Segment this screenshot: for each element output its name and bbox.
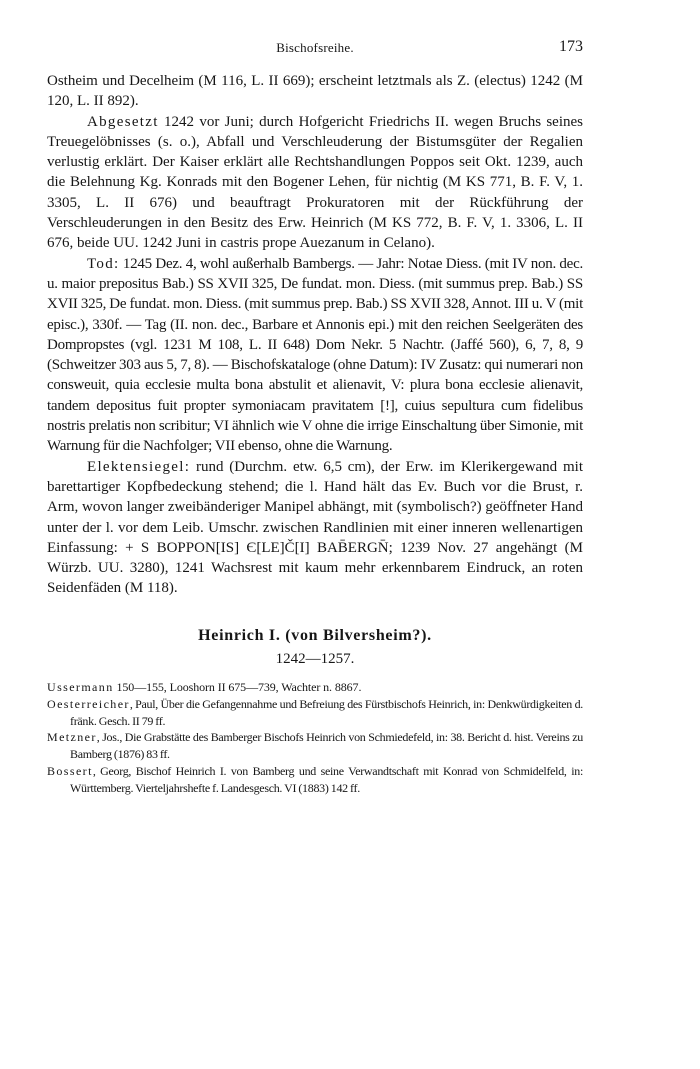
bibliography-text: , Georg, Bischof Heinrich I. von Bamberg und seine Verwandtschaft mit Konrad von Schmidelfeld, in: Württemberg. Vierteljahrshefte f. Landesgesch. VI (1883) 142 ff. xyxy=(70,764,583,796)
bibliography-author: Ussermann xyxy=(47,679,114,694)
paragraph-ostheim xyxy=(47,71,583,112)
bibliography-entry xyxy=(47,696,583,730)
paragraph-elektensiegel xyxy=(47,457,583,599)
paragraph-text: 1242 vor Juni; durch Hofgericht Friedrichs II. wegen Bruchs seines Treuegelöbnisses (s. o.), Abfall und Verschleuderung der Bistumsgüter der Regalien verlustig erklärt. Der Kaiser erklärt alle Rechtshandlungen Poppos seit Okt. 1239, auch die Belehnung Kg. Konrads mit den Bogener Lehen, für nichtig (M KS 771, B. F. V, 1. 3305, L. II 676) und beauftragt Prokuratoren mit der Rückführung der Verschleuderungen in den Besitz des Erw. Heinrich (M KS 772, B. F. V, 1. 3306, L. II 676, beide UU. 1242 Juni in castris prope Auezanum in Celano). xyxy=(47,113,583,252)
bibliography-entry xyxy=(47,679,583,696)
bibliography-entry xyxy=(47,729,583,763)
paragraph-lead: Abgesetzt xyxy=(87,113,159,130)
bibliography xyxy=(47,679,583,797)
paragraph-lead: Tod: xyxy=(87,255,120,272)
bibliography-text: 150—155, Looshorn II 675—739, Wachter n. 8867. xyxy=(113,679,362,694)
bibliography-author: Oesterreicher xyxy=(47,696,130,711)
section-years: 1242—1257. xyxy=(275,650,355,667)
bibliography-author: Bossert xyxy=(47,764,93,779)
page-body xyxy=(47,71,583,797)
bibliography-entry xyxy=(47,763,583,797)
paragraph-abgesetzt xyxy=(47,112,583,254)
page-header xyxy=(47,40,583,60)
bibliography-text: , Paul, Über die Gefangennahme und Befreiung des Fürstbischofs Heinrich, in: Denkwürdigkeiten d. fränk. Gesch. II 79 ff. xyxy=(70,696,583,728)
bibliography-text: , Jos., Die Grabstätte des Bamberger Bischofs Heinrich von Schmiedefeld, in: 38. Bericht d. hist. Vereins zu Bamberg (1876) 83 ff. xyxy=(70,730,583,762)
paragraph-text: Ostheim und Decelheim (M 116, L. II 669); erscheint letztmals als Z. (electus) 1242 (M 120, L. II 892). xyxy=(47,73,583,110)
paragraph-text: 1245 Dez. 4, wohl außerhalb Bambergs. — Jahr: Notae Diess. (mit IV non. dec. u. maior prepositus Bab.) SS XVII 325, De fundat. mon. Diess. (mit summus prep. Bab.) SS XVII 325, De fundat. mon. Diess. (mit summus prep. Bab.) SS XVII 328, Annot. III u. V (mit episc.), 330f. — Tag (II. non. dec., Barbare et Annonis epi.) mit den reichen Seelgeräten des Dompropstes (vgl. 1231 M 108, L. II 648) Dom Nekr. 5 Nachtr. (Jaffé 560), 6, 7, 8, 9 (Schweitzer 303 aus 5, 7, 8). — Bischofskataloge (ohne Datum): IV Zusatz: qui numerari non consweuit, quia ecclesie multa bona abstulit et alienavit, V: plura bona ecclesie alienavit, tandem depositus fuit propter symoniacam pravitatem [!], cuius sepultura cum fidelibus nostris prelatis non scribitur; VI ähnlich wie V ohne die irrige Einschaltung über Simonie, mit Warnung für die Nachfolger; VII ebenso, ohne die Warnung. xyxy=(47,255,583,455)
bibliography-author: Metzner xyxy=(47,730,97,745)
page-number: 173 xyxy=(559,38,583,55)
running-title: Bischofsreihe. xyxy=(276,40,354,55)
paragraph-text: rund (Durchm. etw. 6,5 cm), der Erw. im Klerikergewand mit barettartiger Kopfbedeckung stehend; die l. Hand hält das Ev. Buch vor die Brust, r. Arm, wovon langer zweibänderiger Manipel abhängt, mit (symbolisch?) geöffneter Hand unter der l. vor dem Leib. Umschr. zwischen Randlinien mit einer inneren wellenartigen Einfassung: + S BOPPON[IS] Є[LE]Č[I] BAB̄ERGN̄; 1239 Nov. 27 angehängt (M Würzb. UU. 3280), 1241 Wachsrest mit kaum mehr erkennbarem Eindruck, an roten Seidenfäden (M 118). xyxy=(47,458,583,597)
section-title: Heinrich I. (von Bilversheim?). xyxy=(198,626,432,644)
paragraph-lead: Elektensiegel: xyxy=(87,458,191,475)
paragraph-tod xyxy=(47,254,583,457)
